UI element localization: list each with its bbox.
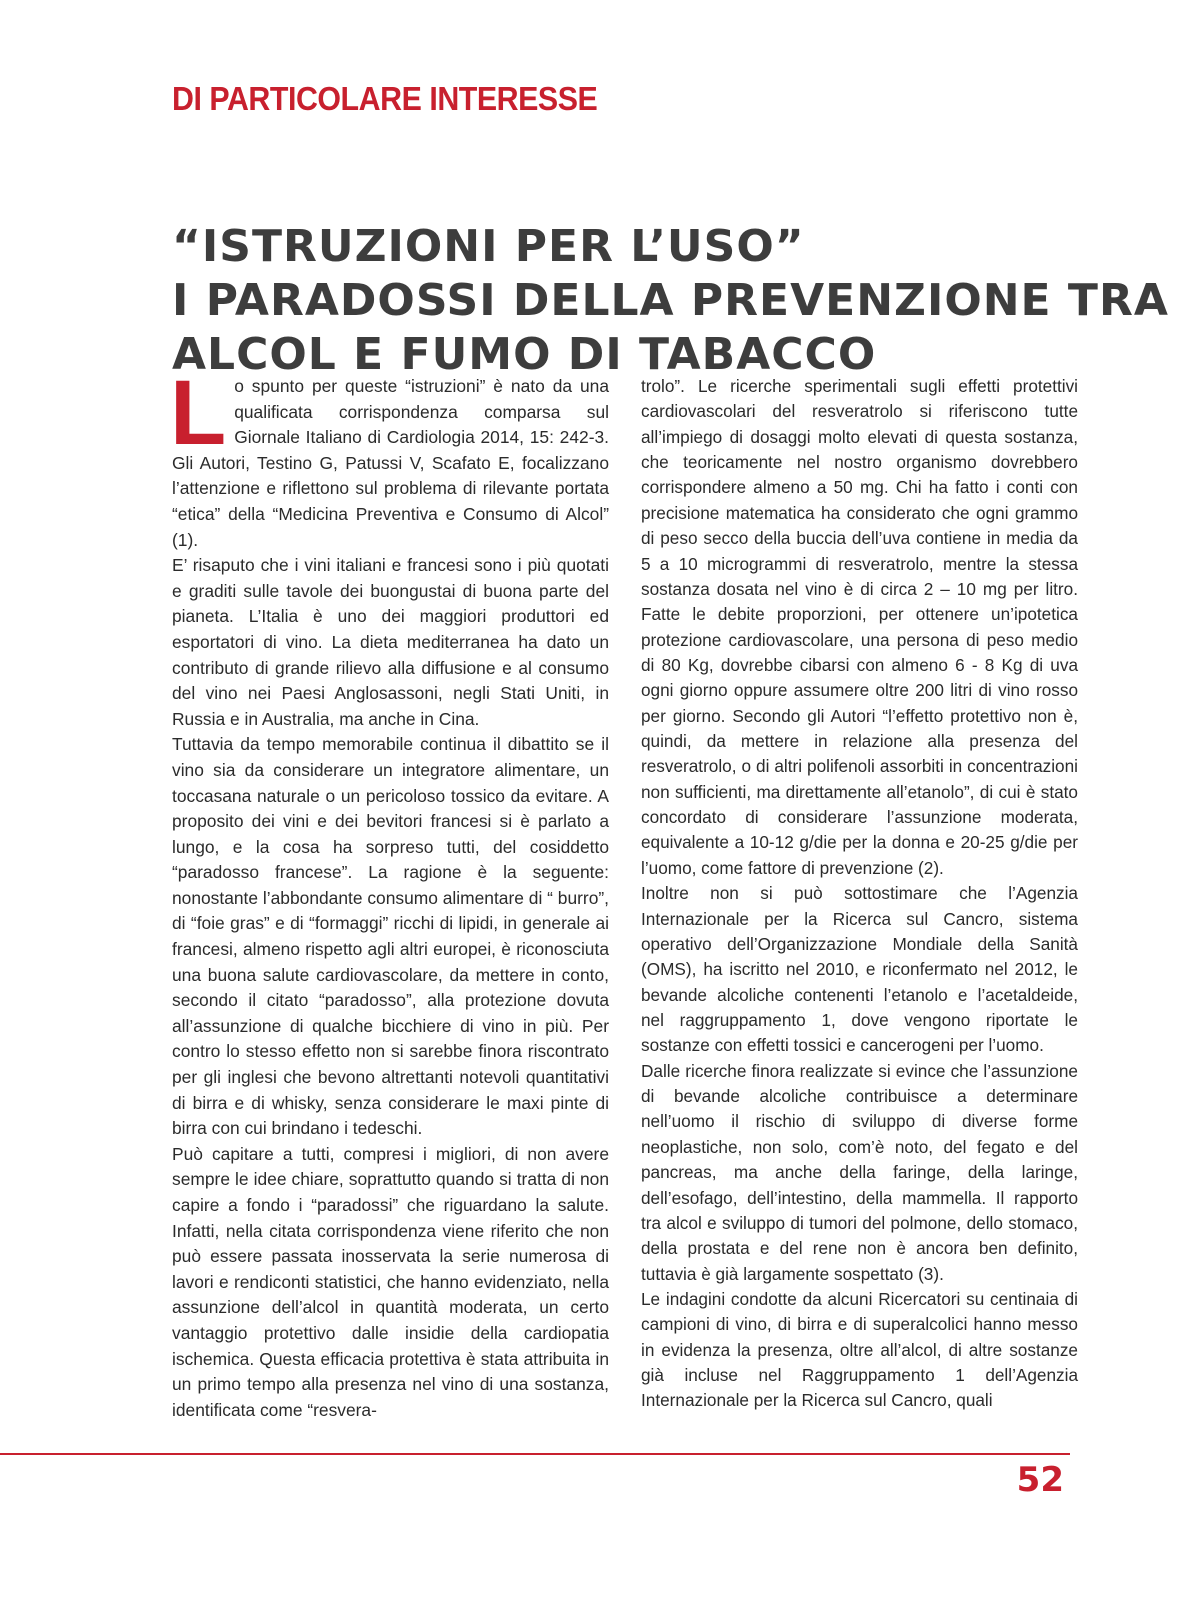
paragraph-text: o spunto per queste “istruzioni” è nato da una qualificata corrispondenza comparsa sul Giornale Italiano di Cardiologia 2014, 15: 242-3. Gli Autori, Testino G, Patussi V, Scafato E, focalizzano l’attenzione e riflettono sul problema di rilevante portata “etica” della “Medicina Preventiva e Consumo di Alcol” (1).	[172, 376, 609, 550]
article-title-line: ALCOL E FUMO DI TABACCO	[172, 329, 877, 380]
article-paragraph: Tuttavia da tempo memorabile continua il dibattito se il vino sia da considerare un integratore alimentare, un toccasana naturale o un pericoloso tossico da evitare. A proposito dei vini e dei bevitori francesi si è parlato a lungo, e la cosa ha sorpreso tutti, del cosiddetto “paradosso francese”. La ragione è la seguente: nonostante l’abbondante consumo alimentare di “ burro”, di “foie gras” e di “formaggi” ricchi di lipidi, in generale ai francesi, almeno rispetto agli altri europei, è riconosciuta una buona salute cardiovascolare, da mettere in conto, secondo il citato “paradosso”, alla protezione dovuta all’assunzione di qualche bicchiere di vino in più. Per contro lo stesso effetto non si sarebbe finora riscontrato per gli inglesi che bevono altrettanti notevoli quantitativi di birra e di whisky, senza considerare le maxi pinte di birra con cui brindano i tedeschi.	[172, 734, 609, 1139]
page-number: 52	[1016, 1460, 1064, 1500]
article-title-line: I PARADOSSI DELLA PREVENZIONE TRA	[172, 275, 1169, 326]
article-paragraph: Dalle ricerche finora realizzate si evince che l’assunzione di bevande alcoliche contribuisce a determinare nell’uomo il rischio di sviluppo di diverse forme neoplastiche, non solo, com’è noto, del fegato e del pancreas, ma anche della faringe, della laringe, dell’esofago, dell’intestino, della mammella. Il rapporto tra alcol e sviluppo di tumori del polmone, dello stomaco, della prostata e del rene non è ancora ben definito, tuttavia è già largamente sospettato (3).	[641, 1060, 1078, 1284]
article-paragraph: Inoltre non si può sottostimare che l’Agenzia Internazionale per la Ricerca sul Cancro, sistema operativo dell’Organizzazione Mondiale della Sanità (OMS), ha iscritto nel 2010, e riconfermato nel 2012, le bevande alcoliche contenenti l’etanolo e l’acetaldeide, nel raggruppamento 1, dove vengono riportate le sostanze con effetti tossici e cancerogeni per l’uomo.	[641, 883, 1078, 1056]
article-paragraph: Le indagini condotte da alcuni Ricercatori su centinaia di campioni di vino, di birra e di superalcolici hanno messo in evidenza la presenza, oltre all’alcol, di altre sostanze già incluse nel Raggruppamento 1 dell’Agenzia Internazionale per la Ricerca sul Cancro, quali	[641, 1288, 1078, 1411]
article-paragraph	[170, 362, 609, 553]
article-title	[172, 220, 1169, 382]
article-paragraph: E’ risaputo che i vini italiani e francesi sono i più quotati e graditi sulle tavole dei buongustai di buona parte del pianeta. L’Italia è uno dei maggiori produttori ed esportatori di vino. La dieta mediterranea ha dato un contributo di grande rilievo alla diffusione e al consumo del vino nei Paesi Anglosassoni, negli Stati Uniti, in Russia e in Australia, ma anche in Cina.	[172, 555, 609, 729]
article-paragraph: trolo”. Le ricerche sperimentali sugli effetti protettivi cardiovascolari del resveratrolo si riferiscono tutte all’impiego di dosaggi molto elevati di questa sostanza, che teoricamente nel nostro organismo dovrebbero corrispondere almeno a 50 mg. Chi ha fatto i conti con precisione matematica ha considerato che ogni grammo di peso secco della buccia dell’uva contiene in media da 5 a 10 microgrammi di resveratrolo, mentre la stessa sostanza dosata nel vino è di circa 2 – 10 mg per litro. Fatte le debite proporzioni, per ottenere un’ipotetica protezione cardiovascolare, una persona di peso medio di 80 Kg, dovrebbe cibarsi con almeno 6 - 8 Kg di uva ogni giorno oppure assumere oltre 200 litri di vino rosso per giorno. Secondo gli Autori “l’effetto protettivo non è, quindi, da mettere in relazione alla presenza del resveratrolo, o di altri polifenoli assorbiti in concentrazioni non sufficienti, ma direttamente all’etanolo”, di cui è stato concordato di considerare l’assunzione moderata, equivalente a 10-12 g/die per la donna e 20-25 g/die per l’uomo, come fattore di prevenzione (2).	[641, 376, 1078, 878]
footer-divider	[0, 1453, 1070, 1455]
article-column-right	[641, 374, 1078, 1414]
section-label: DI PARTICOLARE INTERESSE	[172, 80, 598, 117]
article-paragraph: Può capitare a tutti, compresi i migliori, di non avere sempre le idee chiare, soprattutto quando si tratta di non capire a fondo i “paradossi” che riguardano la salute. Infatti, nella citata corrispondenza viene riferito che non può essere passata inosservata la serie numerosa di lavori e rendiconti statistici, che hanno evidenziato, nella assunzione dell’alcol in quantità moderata, un certo vantaggio protettivo dalle insidie della cardiopatia ischemica. Questa efficacia protettiva è stata attribuita in un primo tempo alla presenza nel vino di una sostanza, identificata come “resvera-	[172, 1143, 609, 1420]
article-column-left	[170, 362, 609, 1423]
drop-cap: L	[170, 362, 227, 464]
article-title-line: “ISTRUZIONI PER L’USO”	[172, 221, 805, 272]
